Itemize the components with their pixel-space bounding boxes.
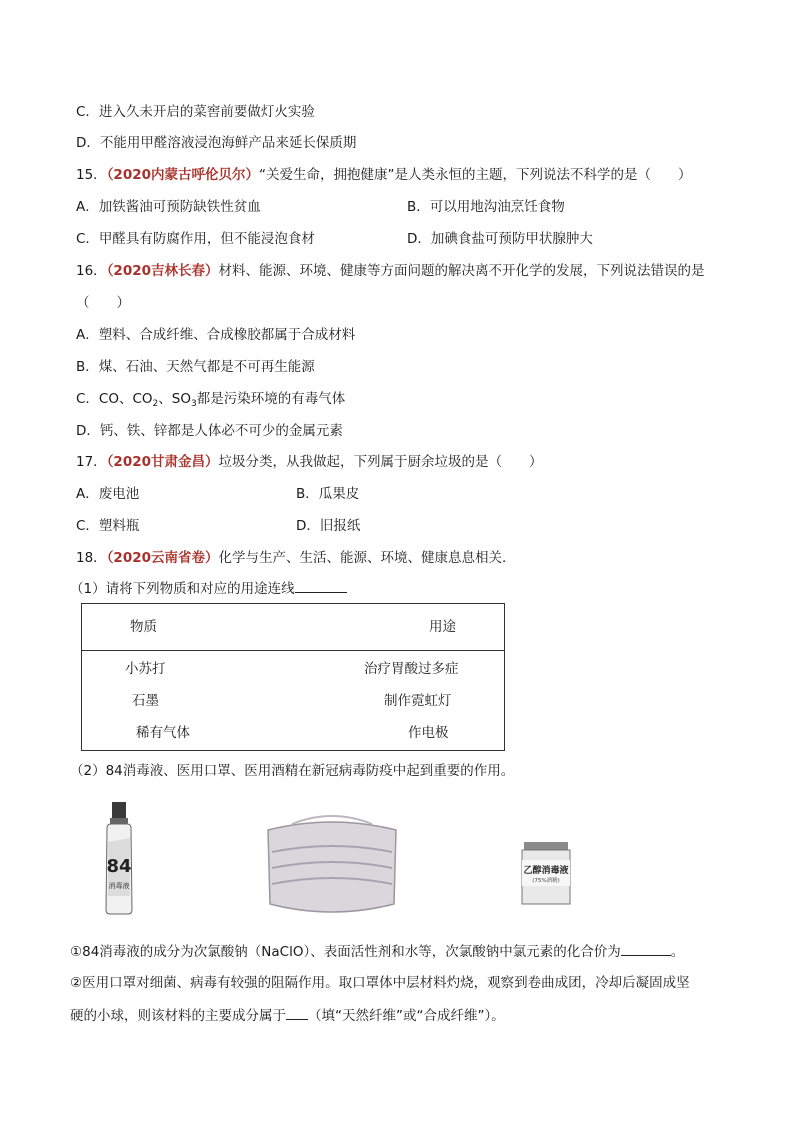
q16-option-d: D．钙、铁、锌都是人体必不可少的金属元素 (76, 423, 343, 439)
q17-option-a: A．废电池 (76, 486, 140, 502)
bottle-label-84: 84 (106, 856, 132, 877)
q18-part-1 (70, 579, 347, 598)
q18-i-text: ①84消毒液的成分为次氯酸钠（NaClO）、表面活性剂和水等，次氯酸钠中氯元素的化合价为 (70, 944, 621, 960)
q15-stem (76, 166, 692, 184)
table-use-2: 制作霓虹灯 (384, 693, 452, 709)
answer-blank-1[interactable] (295, 579, 347, 593)
q17-source: （2020甘肃金昌） (106, 454, 219, 470)
q18-subpart-ii-line-2 (70, 1006, 505, 1025)
q18-subpart-ii-line-1: ②医用口罩对细菌、病毒有较强的阻隔作用。取口罩体中层材料灼烧，观察到卷曲成团，冷却后凝固成坚 (70, 975, 690, 991)
alcohol-disinfectant-image (516, 840, 576, 906)
table-use-1: 治疗胃酸过多症 (364, 661, 459, 677)
alcohol-label: 乙醇消毒液 (523, 866, 569, 876)
matching-table (81, 603, 505, 751)
q16c-text-2: 、SO (158, 391, 191, 407)
q16-number: 16． (76, 263, 107, 279)
q16-paren: （ ） (76, 295, 130, 311)
q17-option-b: B．瓜果皮 (296, 486, 360, 502)
q18-text: 化学与生产、生活、能源、环境、健康息息相关. (218, 550, 507, 566)
q18-subpart-i (70, 942, 684, 961)
alcohol-bottle-icon (516, 840, 576, 906)
q16c-sub-1: 2 (152, 399, 159, 409)
q15-source: （2020内蒙古呼伦贝尔） (106, 167, 260, 183)
q16-option-b: B．煤、石油、天然气都是不可再生能源 (76, 359, 315, 375)
q18-part-2: （2）84消毒液、医用口罩、医用酒精在新冠病毒防疫中起到重要的作用。 (70, 763, 515, 779)
table-substance-3: 稀有气体 (136, 725, 190, 741)
q18-part-1-text: （1）请将下列物质和对应的用途连线 (70, 581, 295, 597)
table-substance-2: 石墨 (132, 693, 159, 709)
alcohol-sublabel: (75%酒精) (532, 878, 560, 884)
q14-option-d: D．不能用甲醛溶液浸泡海鲜产品来延长保质期 (76, 135, 357, 151)
q16c-text-1: C．CO、CO (76, 391, 153, 407)
q15-option-b: B．可以用地沟油烹饪食物 (407, 199, 565, 215)
table-header-use: 用途 (429, 619, 456, 635)
q15-text: “关爱生命，拥抱健康”是人类永恒的主题，下列说法不科学的是（ ） (259, 167, 692, 183)
table-divider (82, 650, 504, 651)
answer-blank-3[interactable] (286, 1006, 308, 1020)
disinfectant-bottle-image (98, 800, 140, 916)
q16-source: （2020吉林长春） (106, 263, 219, 279)
q17-option-c: C．塑料瓶 (76, 518, 140, 534)
answer-blank-2[interactable] (621, 942, 671, 956)
bottle-icon (98, 800, 140, 916)
q16-option-c (76, 390, 345, 413)
q18-ii-text-1: 硬的小球，则该材料的主要成分属于 (70, 1008, 286, 1024)
table-header-substance: 物质 (130, 619, 157, 635)
q18-number: 18． (76, 550, 107, 566)
q17-number: 17． (76, 454, 107, 470)
q15-number: 15． (76, 167, 107, 183)
q15-option-d: D．加碘食盐可预防甲状腺肿大 (407, 231, 593, 247)
q15-option-c: C．甲醛具有防腐作用，但不能浸泡食材 (76, 231, 315, 247)
bottle-label-name: 消毒液 (108, 882, 130, 890)
q18-source: （2020云南省卷） (106, 550, 219, 566)
medical-mask-image (262, 808, 402, 922)
q18-i-end: 。 (670, 944, 685, 960)
table-use-3: 作电极 (408, 725, 449, 741)
q15-option-a: A．加铁酱油可预防缺铁性贫血 (76, 199, 261, 215)
q18-stem (76, 549, 506, 567)
q16c-sub-2: 3 (190, 399, 197, 409)
q17-text: 垃圾分类，从我做起，下列属于厨余垃圾的是（ ） (218, 454, 543, 470)
q16c-text-3: 都是污染环境的有毒气体 (196, 391, 346, 407)
q17-stem (76, 453, 543, 471)
q14-option-c: C．进入久未开启的菜窖前要做灯火实验 (76, 104, 315, 120)
q16-option-a: A．塑料、合成纤维、合成橡胶都属于合成材料 (76, 327, 356, 343)
mask-icon (262, 808, 402, 922)
table-substance-1: 小苏打 (125, 661, 166, 677)
q16-stem (76, 262, 705, 280)
q16-text: 材料、能源、环境、健康等方面问题的解决离不开化学的发展，下列说法错误的是 (218, 263, 705, 279)
q18-ii-text-2: （填“天然纤维”或“合成纤维”）。 (308, 1008, 505, 1024)
q17-option-d: D．旧报纸 (296, 518, 361, 534)
